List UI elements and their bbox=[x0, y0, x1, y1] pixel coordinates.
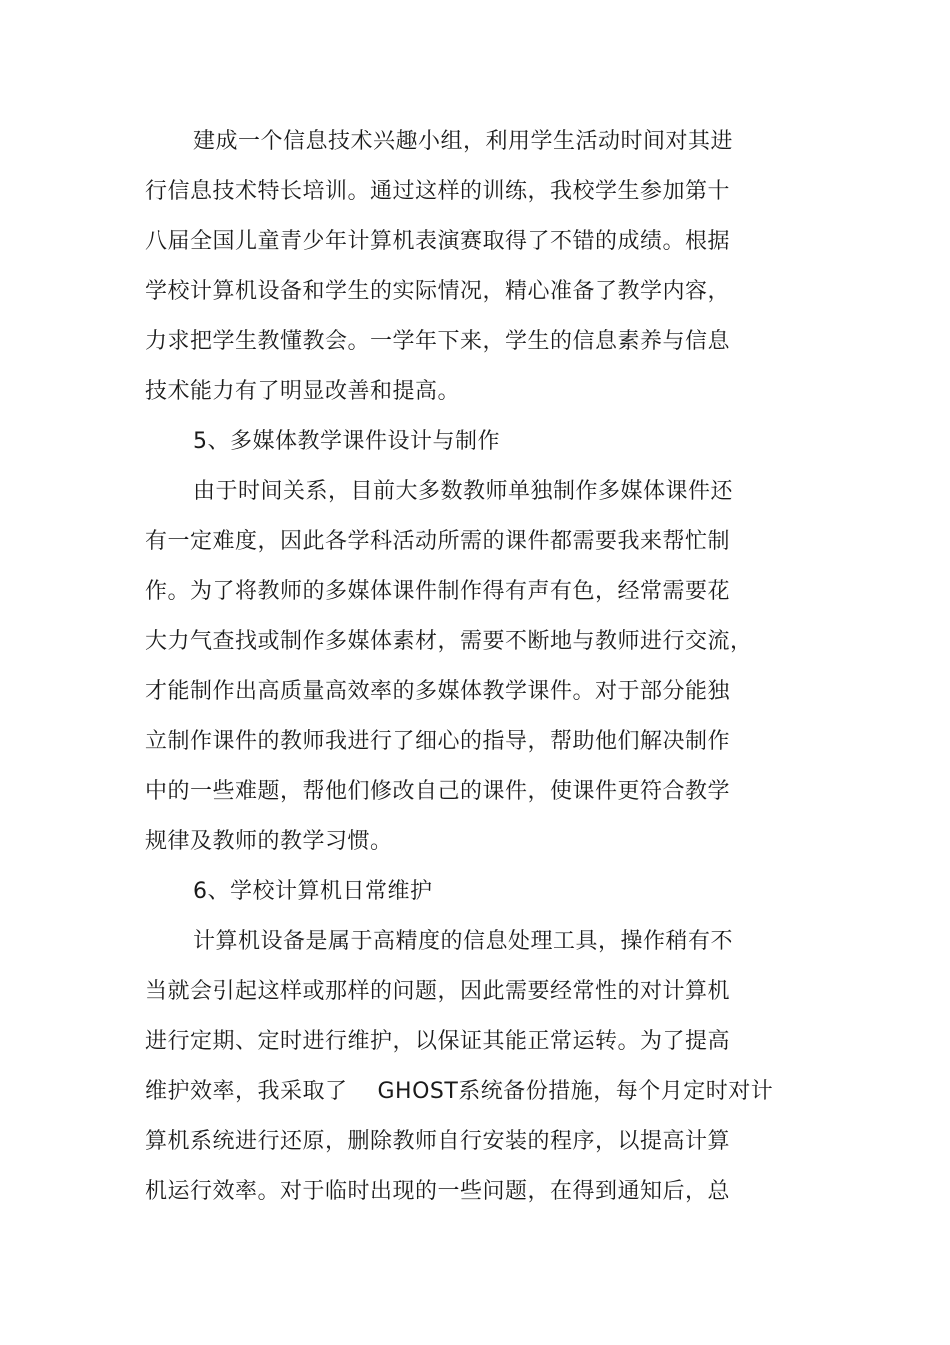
text-line-20: 维护效率，我采取了 GHOST系统备份措施，每个月定时对计 bbox=[145, 1079, 774, 1104]
text-line-15: 规律及教师的教学习惯。 bbox=[145, 829, 393, 854]
text-line-9: 有一定难度，因此各学科活动所需的课件都需要我来帮忙制 bbox=[145, 529, 731, 554]
text-line-1: 建成一个信息技术兴趣小组，利用学生活动时间对其进 bbox=[193, 129, 734, 154]
text-line-6: 技术能力有了明显改善和提高。 bbox=[145, 379, 461, 404]
text-line-10: 作。为了将教师的多媒体课件制作得有声有色，经常需要花 bbox=[145, 579, 731, 604]
text-line-21: 算机系统进行还原，删除教师自行安装的程序，以提高计算 bbox=[145, 1129, 731, 1154]
section-heading-6: 6、学校计算机日常维护 bbox=[193, 879, 433, 904]
text-line-19: 进行定期、定时进行维护，以保证其能正常运转。为了提高 bbox=[145, 1029, 731, 1054]
text-line-12: 才能制作出高质量高效率的多媒体教学课件。对于部分能独 bbox=[145, 679, 731, 704]
text-line-14: 中的一些难题，帮他们修改自己的课件，使课件更符合教学 bbox=[145, 779, 731, 804]
text-line-5: 力求把学生教懂教会。一学年下来，学生的信息素养与信息 bbox=[145, 329, 731, 354]
text-line-3: 八届全国儿童青少年计算机表演赛取得了不错的成绩。根据 bbox=[145, 229, 731, 254]
text-line-22: 机运行效率。对于临时出现的一些问题，在得到通知后，总 bbox=[145, 1179, 731, 1204]
text-line-2: 行信息技术特长培训。通过这样的训练，我校学生参加第十 bbox=[145, 179, 731, 204]
text-line-17: 计算机设备是属于高精度的信息处理工具，操作稍有不 bbox=[193, 929, 734, 954]
text-line-8: 由于时间关系，目前大多数教师单独制作多媒体课件还 bbox=[193, 479, 734, 504]
text-line-18: 当就会引起这样或那样的问题，因此需要经常性的对计算机 bbox=[145, 979, 731, 1004]
text-line-13: 立制作课件的教师我进行了细心的指导，帮助他们解决制作 bbox=[145, 729, 731, 754]
text-line-4: 学校计算机设备和学生的实际情况，精心准备了教学内容， bbox=[145, 279, 731, 304]
section-heading-5: 5、多媒体教学课件设计与制作 bbox=[193, 429, 500, 454]
text-line-11: 大力气查找或制作多媒体素材，需要不断地与教师进行交流， bbox=[145, 629, 753, 654]
